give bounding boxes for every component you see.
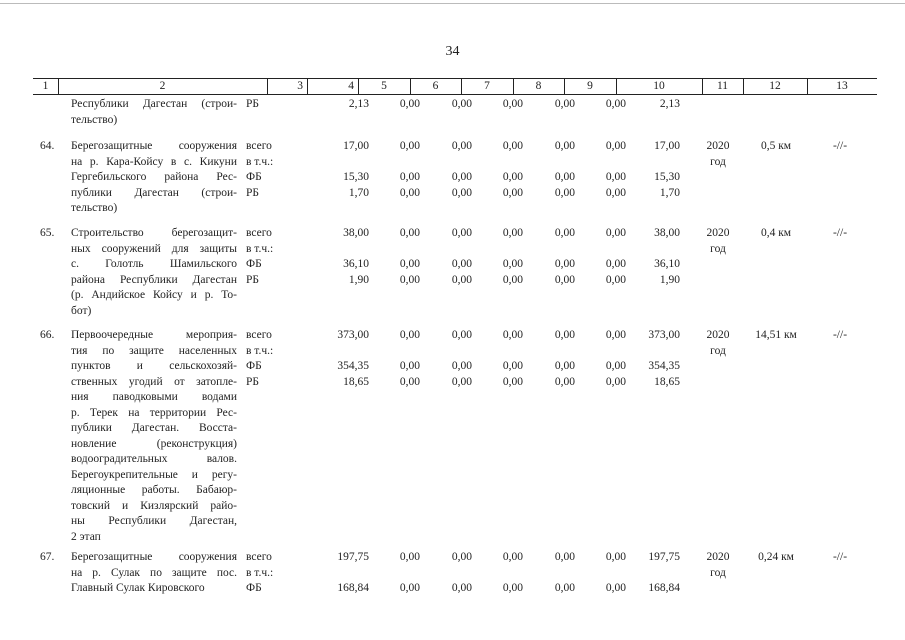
value-cell: 0,00	[554, 140, 575, 152]
row-number: 64.	[40, 140, 55, 152]
value-cell: 1,70	[659, 186, 680, 199]
description-line: Гергебильского района Рес-	[71, 171, 237, 183]
description-line: ния паводковыми водами	[71, 391, 237, 403]
value-cell: 0,00	[554, 360, 575, 372]
funding-source: РБ	[246, 186, 259, 199]
value-cell: 0,00	[502, 171, 523, 183]
value-cell: 0,00	[605, 186, 626, 199]
value-cell: 0,00	[502, 551, 523, 563]
value-cell: 0,00	[502, 227, 523, 239]
column-header-8: 8	[535, 80, 542, 92]
value-cell: 373,00	[337, 329, 369, 341]
funding-source: в т.ч.:	[246, 566, 274, 579]
value-cell: 38,00	[654, 227, 680, 239]
description-line: пунктов и сельскохозяй-	[71, 360, 237, 372]
value-cell: 0,00	[502, 375, 523, 388]
description-line: водооградительных валов.	[71, 453, 237, 465]
funding-source: всего	[246, 227, 272, 239]
row-number: 67.	[40, 551, 55, 563]
description-line: на р. Сулак по защите пос.	[71, 566, 237, 579]
value-cell: 0,00	[502, 329, 523, 341]
value-cell: 2,13	[348, 98, 369, 110]
value-cell: 0,00	[451, 140, 472, 152]
value-cell: 36,10	[343, 258, 369, 270]
value-cell: 0,00	[502, 186, 523, 199]
value-cell: 15,30	[343, 171, 369, 183]
completion-year: 2020 год	[706, 227, 730, 255]
capacity-value: 0,4 км	[760, 227, 792, 239]
description-line: товский и Кизлярский райо-	[71, 499, 237, 512]
value-cell: 0,00	[399, 140, 420, 152]
value-cell: 1,70	[348, 186, 369, 199]
column-header-9: 9	[587, 80, 593, 92]
column-header-5: 5	[381, 80, 387, 92]
description-line: Строительство берегозащит-	[71, 227, 237, 239]
value-cell: 0,00	[605, 329, 626, 341]
column-header-10: 10	[653, 80, 665, 92]
value-cell: 0,00	[399, 186, 420, 199]
description-line: бот)	[71, 304, 92, 317]
value-cell: 2,13	[659, 98, 680, 110]
description-line: Берегоукрепительные и регу-	[71, 468, 237, 481]
value-cell: 0,00	[451, 227, 472, 239]
value-cell: 354,35	[648, 360, 680, 372]
value-cell: 0,00	[451, 375, 472, 388]
description-line: на р. Кара-Койсу в с. Кикуни	[71, 155, 237, 168]
value-cell: 0,00	[554, 258, 575, 270]
value-cell: 0,00	[451, 98, 472, 110]
value-cell: 0,00	[451, 258, 472, 270]
value-cell: 17,00	[343, 140, 369, 152]
value-cell: 0,00	[399, 273, 420, 286]
value-cell: 0,00	[554, 186, 575, 199]
value-cell: 0,00	[605, 273, 626, 286]
value-cell: 0,00	[605, 98, 626, 110]
funding-source: ФБ	[246, 360, 262, 372]
value-cell: 0,00	[605, 360, 626, 372]
description-line: с. Голотль Шамильского	[71, 258, 237, 270]
value-cell: 0,00	[502, 273, 523, 286]
value-cell: 373,00	[648, 329, 680, 341]
value-cell: 354,35	[337, 360, 369, 372]
value-cell: 0,00	[451, 273, 472, 286]
funding-source: РБ	[246, 98, 259, 110]
value-cell: 0,00	[554, 171, 575, 183]
row-description	[71, 97, 237, 128]
value-cell: 17,00	[654, 140, 680, 152]
row-number: 65.	[40, 227, 55, 239]
value-cell: 0,00	[554, 98, 575, 110]
value-cell: 0,00	[605, 258, 626, 270]
row-number: 66.	[40, 329, 55, 341]
column-header-7: 7	[484, 80, 490, 92]
completion-year: 2020 год	[706, 140, 730, 168]
description-line: публики Дагестан (строи-	[71, 186, 237, 199]
value-cell: 1,90	[659, 273, 680, 286]
column-header-3: 3	[297, 80, 303, 92]
description-line: Первоочередные мероприя-	[71, 329, 237, 341]
funding-source: всего	[246, 329, 272, 341]
value-cell: 0,00	[399, 258, 420, 270]
funding-source: ФБ	[246, 258, 262, 270]
funding-source: в т.ч.:	[246, 344, 274, 357]
description-line: 2 этап	[71, 530, 101, 543]
value-cell: 0,00	[502, 360, 523, 372]
completion-year: 2020 год	[706, 551, 730, 579]
column-header-4: 4	[348, 80, 354, 92]
value-cell: 0,00	[451, 360, 472, 372]
funding-source: РБ	[246, 375, 259, 388]
value-cell: 0,00	[451, 186, 472, 199]
value-cell: 197,75	[337, 551, 369, 563]
description-line: ственных угодий от затопле-	[71, 375, 237, 388]
description-line: Берегозащитные сооружения	[71, 551, 237, 563]
description-line: района Республики Дагестан	[71, 273, 237, 286]
value-cell: 168,84	[337, 582, 369, 594]
value-cell: 0,00	[502, 140, 523, 152]
value-cell: 0,00	[451, 551, 472, 563]
executor-ditto: -//-	[832, 227, 848, 239]
row-description	[71, 550, 237, 597]
executor-ditto: -//-	[832, 140, 848, 152]
funding-source: в т.ч.:	[246, 155, 274, 168]
value-cell: 15,30	[654, 171, 680, 183]
column-header-6: 6	[432, 80, 439, 92]
executor-ditto: -//-	[832, 329, 848, 341]
column-header-11: 11	[716, 80, 729, 92]
value-cell: 0,00	[399, 98, 420, 110]
value-cell: 38,00	[343, 227, 369, 239]
funding-source: ФБ	[246, 171, 262, 183]
value-cell: 0,00	[399, 375, 420, 388]
executor-ditto: -//-	[832, 551, 848, 563]
value-cell: 0,00	[605, 582, 626, 594]
description-line: (р. Андийское Койсу и р. То-	[71, 289, 237, 301]
value-cell: 0,00	[399, 171, 420, 183]
value-cell: 168,84	[648, 582, 680, 594]
value-cell: 1,90	[348, 273, 369, 286]
description-line: Республики Дагестан (строи-	[71, 98, 237, 110]
capacity-value: 0,5 км	[760, 140, 792, 152]
value-cell: 197,75	[648, 551, 680, 563]
value-cell: 0,00	[502, 258, 523, 270]
value-cell: 0,00	[554, 551, 575, 563]
row-description	[71, 226, 237, 319]
value-cell: 0,00	[451, 329, 472, 341]
value-cell: 0,00	[554, 582, 575, 594]
row-description	[71, 139, 237, 217]
column-header-12: 12	[769, 80, 781, 92]
column-header-2: 2	[159, 80, 166, 92]
value-cell: 0,00	[554, 329, 575, 341]
funding-source: всего	[246, 140, 272, 152]
column-header-13: 13	[836, 80, 848, 92]
funding-source: всего	[246, 551, 272, 563]
column-header-1: 1	[42, 80, 49, 92]
completion-year: 2020 год	[706, 329, 730, 357]
value-cell: 0,00	[554, 375, 575, 388]
value-cell: 0,00	[399, 582, 420, 594]
value-cell: 0,00	[399, 551, 420, 563]
page-number: 34	[445, 44, 460, 59]
value-cell: 36,10	[654, 258, 680, 270]
value-cell: 0,00	[554, 273, 575, 286]
description-line: новление (реконструкция)	[71, 437, 237, 450]
capacity-value: 14,51 км	[755, 329, 797, 341]
description-line: р. Терек на территории Рес-	[71, 406, 237, 419]
value-cell: 0,00	[605, 140, 626, 152]
value-cell: 0,00	[451, 582, 472, 594]
description-line: ных сооружений для защиты	[71, 242, 237, 255]
capacity-value: 0,24 км	[758, 551, 794, 563]
description-line: публики Дагестан. Восста-	[71, 422, 237, 434]
value-cell: 0,00	[605, 227, 626, 239]
description-line: Берегозащитные сооружения	[71, 140, 237, 152]
value-cell: 0,00	[399, 329, 420, 341]
description-line: тия по защите населенных	[71, 344, 237, 357]
row-description	[71, 328, 237, 545]
funding-source: ФБ	[246, 582, 262, 594]
value-cell: 0,00	[605, 551, 626, 563]
value-cell: 0,00	[605, 171, 626, 183]
value-cell: 0,00	[605, 375, 626, 388]
funding-source: РБ	[246, 273, 259, 286]
description-line: тельство)	[71, 113, 118, 126]
value-cell: 0,00	[554, 227, 575, 239]
value-cell: 0,00	[399, 360, 420, 372]
description-line: Главный Сулак Кировского	[71, 582, 205, 594]
value-cell: 0,00	[502, 582, 523, 594]
description-line: ляционные работы. Бабаюр-	[71, 484, 237, 496]
value-cell: 0,00	[399, 227, 420, 239]
description-line: ны Республики Дагестан,	[71, 515, 237, 527]
value-cell: 0,00	[451, 171, 472, 183]
funding-source: в т.ч.:	[246, 242, 274, 255]
description-line: тельство)	[71, 202, 118, 214]
value-cell: 18,65	[654, 375, 680, 388]
value-cell: 18,65	[343, 375, 369, 388]
value-cell: 0,00	[502, 98, 523, 110]
